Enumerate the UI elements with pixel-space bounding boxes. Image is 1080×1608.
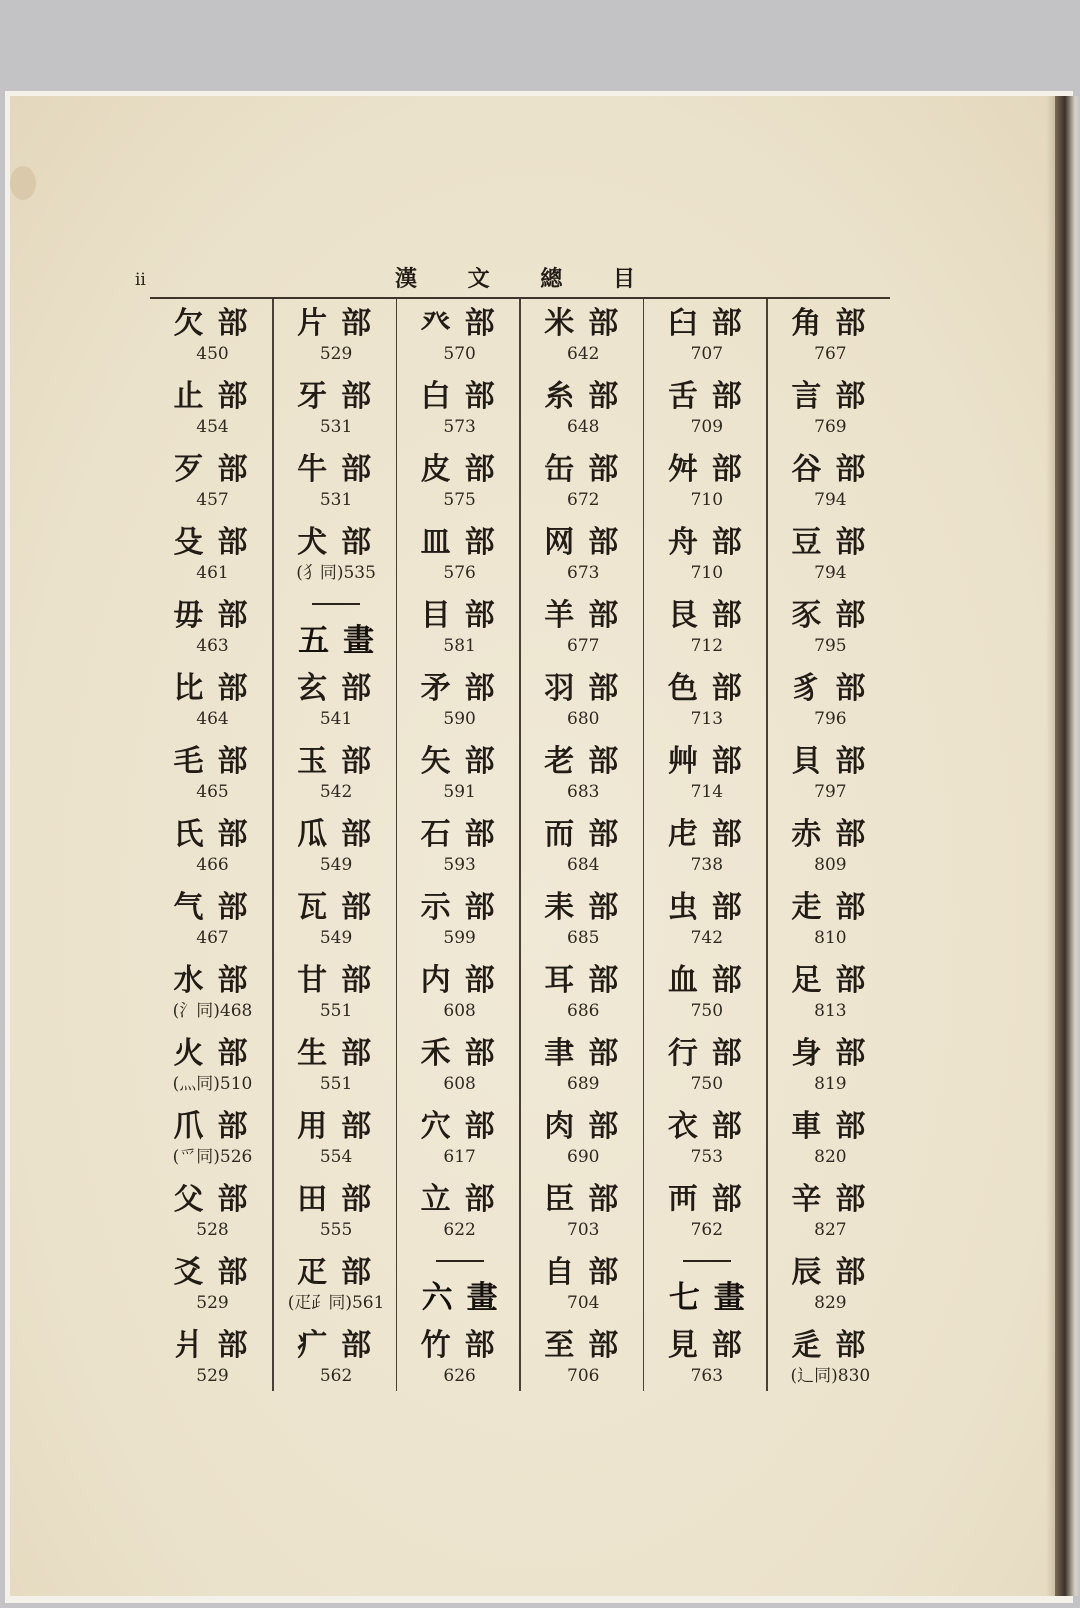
radical-name: 豆部: [791, 525, 880, 560]
radical-name: 牙部: [297, 379, 386, 414]
page-reference: 714: [690, 782, 724, 802]
radical-name: 虫部: [667, 890, 756, 925]
radical-index-table: [150, 299, 890, 1394]
radical-name: 矢部: [420, 744, 509, 779]
radical-name: 辛部: [791, 1182, 880, 1217]
radical-entry: [644, 1327, 769, 1401]
radical-name: 老部: [544, 744, 633, 779]
page-reference: (灬同)510: [172, 1074, 253, 1094]
radical-entry: [768, 597, 893, 671]
radical-name: 疒部: [297, 1328, 386, 1363]
radical-entry: [521, 524, 646, 598]
radical-name: 臣部: [544, 1182, 633, 1217]
radical-entry: [397, 378, 522, 452]
radical-name: 疋部: [297, 1255, 386, 1290]
page-reference: 528: [196, 1220, 229, 1240]
radical-name: 网部: [544, 525, 633, 560]
radical-entry: [521, 1254, 646, 1328]
radical-entry: [644, 1181, 769, 1255]
page-reference: 684: [567, 855, 600, 875]
page-reference: 706: [567, 1366, 600, 1386]
radical-name: 爪部: [173, 1109, 262, 1144]
radical-entry: [274, 305, 399, 379]
radical-entry: [644, 816, 769, 890]
radical-name: 止部: [173, 379, 262, 414]
page-reference: 673: [567, 563, 600, 583]
radical-name: 氏部: [173, 817, 262, 852]
radical-entry: [521, 670, 646, 744]
index-column: [521, 299, 643, 1394]
index-column: [274, 299, 396, 1394]
radical-entry: [274, 1327, 399, 1401]
index-column: [768, 299, 890, 1394]
page-reference: 541: [319, 709, 353, 729]
radical-entry: [274, 524, 399, 598]
radical-name: 色部: [667, 671, 756, 706]
page-reference: 465: [196, 782, 229, 802]
radical-entry: [768, 305, 893, 379]
page-reference: 683: [567, 782, 600, 802]
radical-entry: [521, 1035, 646, 1109]
radical-entry: [768, 524, 893, 598]
radical-name: 舟部: [667, 525, 756, 560]
radical-name: 白部: [420, 379, 509, 414]
radical-entry: [397, 1181, 522, 1255]
book-spine: [1055, 96, 1080, 1596]
radical-entry: [150, 670, 275, 744]
page-reference: 461: [196, 563, 229, 583]
radical-entry: [274, 1108, 399, 1182]
page-reference: 707: [690, 344, 724, 364]
page-reference: 795: [814, 636, 847, 656]
page-reference: (氵同)468: [172, 1001, 253, 1021]
page-reference: 464: [196, 709, 229, 729]
running-head-char: 漢: [395, 266, 418, 292]
radical-entry: [521, 305, 646, 379]
radical-entry: [644, 962, 769, 1036]
radical-entry: [768, 816, 893, 890]
heading-dash: [312, 603, 360, 605]
page-reference: (犭同)535: [296, 563, 376, 583]
radical-entry: [150, 524, 275, 598]
radical-entry: [768, 743, 893, 817]
radical-name: 足部: [791, 963, 880, 998]
page-reference: 608: [443, 1001, 476, 1021]
page-reference: 827: [814, 1220, 847, 1240]
radical-entry: [397, 524, 522, 598]
radical-name: 羽部: [544, 671, 633, 706]
stroke-count-heading: [644, 1256, 769, 1330]
radical-name: 毛部: [173, 744, 262, 779]
radical-entry: [274, 1254, 399, 1328]
page-reference: 555: [319, 1220, 353, 1240]
radical-name: 至部: [544, 1328, 633, 1363]
radical-name: 玄部: [297, 671, 386, 706]
radical-entry: [521, 451, 646, 525]
radical-entry: [521, 889, 646, 963]
radical-entry: [274, 743, 399, 817]
page-reference: 762: [690, 1220, 724, 1240]
page-reference: 529: [319, 344, 353, 364]
radical-entry: [768, 1035, 893, 1109]
radical-entry: [150, 1181, 275, 1255]
radical-entry: [274, 1181, 399, 1255]
radical-entry: [644, 1035, 769, 1109]
stroke-count-heading: [397, 1256, 522, 1330]
radical-name: 爻部: [173, 1255, 262, 1290]
page-reference: 463: [196, 636, 229, 656]
paper-stain: [10, 166, 36, 200]
radical-entry: [150, 378, 275, 452]
radical-entry: [397, 305, 522, 379]
radical-name: 羊部: [544, 598, 633, 633]
radical-name: 臼部: [667, 306, 756, 341]
radical-entry: [397, 1108, 522, 1182]
radical-name: 父部: [173, 1182, 262, 1217]
radical-name: 火部: [173, 1036, 262, 1071]
radical-entry: [150, 962, 275, 1036]
radical-name: 皮部: [420, 452, 509, 487]
radical-name: 見部: [667, 1328, 756, 1363]
radical-name: 行部: [667, 1036, 756, 1071]
radical-name: 襾部: [667, 1182, 756, 1217]
page-reference: (疋⺪同)561: [287, 1293, 385, 1313]
page-reference: 551: [319, 1001, 353, 1021]
page-reference: 593: [443, 855, 476, 875]
page-reference: 763: [690, 1366, 724, 1386]
radical-entry: [768, 1181, 893, 1255]
page-reference: 813: [814, 1001, 847, 1021]
radical-entry: [768, 1327, 893, 1401]
radical-entry: [644, 889, 769, 963]
radical-entry: [768, 378, 893, 452]
radical-name: 犬部: [297, 525, 386, 560]
radical-name: 禾部: [420, 1036, 509, 1071]
page-reference: 809: [814, 855, 847, 875]
radical-name: 内部: [420, 963, 509, 998]
page-reference: 677: [567, 636, 600, 656]
radical-entry: [644, 378, 769, 452]
radical-name: 矛部: [420, 671, 509, 706]
radical-name: 走部: [791, 890, 880, 925]
radical-name: 谷部: [791, 452, 880, 487]
radical-entry: [397, 816, 522, 890]
page-reference: 703: [567, 1220, 600, 1240]
radical-name: 豸部: [791, 671, 880, 706]
page-reference: 810: [814, 928, 847, 948]
page-reference: 709: [690, 417, 724, 437]
radical-name: 用部: [297, 1109, 386, 1144]
radical-entry: [521, 1327, 646, 1401]
page-reference: 767: [814, 344, 847, 364]
page-reference: 672: [567, 490, 600, 510]
radical-name: 辵部: [791, 1328, 880, 1363]
radical-entry: [397, 670, 522, 744]
page-reference: 617: [443, 1147, 476, 1167]
page-reference: 454: [196, 417, 229, 437]
page-reference: 820: [814, 1147, 847, 1167]
page-reference: 551: [319, 1074, 353, 1094]
radical-entry: [274, 451, 399, 525]
radical-name: 生部: [297, 1036, 386, 1071]
page-reference: 554: [319, 1147, 353, 1167]
radical-entry: [150, 597, 275, 671]
page-reference: 531: [319, 490, 353, 510]
folio-number: ii: [135, 270, 146, 290]
index-column: [150, 299, 272, 1394]
radical-name: 身部: [791, 1036, 880, 1071]
page-reference: 591: [443, 782, 476, 802]
radical-name: 艮部: [667, 598, 756, 633]
page-reference: 581: [443, 636, 476, 656]
radical-name: 歹部: [173, 452, 262, 487]
radical-name: 赤部: [791, 817, 880, 852]
radical-entry: [644, 670, 769, 744]
page-reference: 794: [814, 563, 847, 583]
radical-entry: [150, 1108, 275, 1182]
page-reference: 599: [443, 928, 476, 948]
radical-name: 水部: [173, 963, 262, 998]
radical-name: 自部: [544, 1255, 633, 1290]
page-reference: 689: [567, 1074, 600, 1094]
radical-name: 聿部: [544, 1036, 633, 1071]
radical-name: 田部: [297, 1182, 386, 1217]
radical-name: 皿部: [420, 525, 509, 560]
radical-name: 豕部: [791, 598, 880, 633]
radical-name: 比部: [173, 671, 262, 706]
page-reference: 712: [690, 636, 724, 656]
page-reference: (辶同)830: [790, 1366, 871, 1386]
page-reference: 529: [196, 1366, 229, 1386]
radical-name: 衣部: [667, 1109, 756, 1144]
radical-name: 缶部: [544, 452, 633, 487]
page-reference: 829: [814, 1293, 847, 1313]
page-reference: 642: [567, 344, 600, 364]
page-reference: 738: [690, 855, 724, 875]
radical-entry: [768, 1254, 893, 1328]
radical-name: 立部: [420, 1182, 509, 1217]
radical-entry: [150, 1327, 275, 1401]
radical-name: 瓜部: [297, 817, 386, 852]
stroke-count-heading: [274, 599, 399, 673]
page-reference: 704: [567, 1293, 600, 1313]
radical-entry: [274, 670, 399, 744]
radical-entry: [768, 451, 893, 525]
radical-entry: [150, 1254, 275, 1328]
page-reference: 680: [567, 709, 600, 729]
radical-entry: [150, 1035, 275, 1109]
page-reference: 608: [443, 1074, 476, 1094]
radical-entry: [521, 597, 646, 671]
radical-entry: [521, 1181, 646, 1255]
radical-name: 艸部: [667, 744, 756, 779]
heading-dash: [683, 1260, 731, 1262]
page-reference: 690: [567, 1147, 600, 1167]
radical-name: 而部: [544, 817, 633, 852]
page-reference: 529: [196, 1293, 229, 1313]
page-reference: 713: [690, 709, 724, 729]
page-reference: 467: [196, 928, 229, 948]
page-reference: 549: [319, 855, 353, 875]
page-reference: 710: [690, 563, 724, 583]
page-reference: 575: [443, 490, 476, 510]
page-reference: 686: [567, 1001, 600, 1021]
index-column: [644, 299, 766, 1394]
radical-name: 目部: [420, 598, 509, 633]
radical-entry: [644, 597, 769, 671]
radical-name: 石部: [420, 817, 509, 852]
radical-entry: [397, 1327, 522, 1401]
page-reference: 549: [319, 928, 353, 948]
page-reference: 590: [443, 709, 476, 729]
radical-name: 舌部: [667, 379, 756, 414]
radical-entry: [768, 889, 893, 963]
radical-name: 欠部: [173, 306, 262, 341]
page-reference: 750: [690, 1074, 724, 1094]
page-reference: 794: [814, 490, 847, 510]
radical-name: 耒部: [544, 890, 633, 925]
radical-entry: [521, 816, 646, 890]
page-reference: 576: [443, 563, 476, 583]
radical-name: 殳部: [173, 525, 262, 560]
page-reference: 626: [443, 1366, 476, 1386]
page-reference: 622: [443, 1220, 476, 1240]
page-reference: 742: [690, 928, 724, 948]
radical-entry: [521, 378, 646, 452]
radical-name: 气部: [173, 890, 262, 925]
radical-name: 糸部: [544, 379, 633, 414]
radical-entry: [768, 962, 893, 1036]
radical-entry: [274, 378, 399, 452]
page-reference: 573: [443, 417, 476, 437]
radical-name: 片部: [297, 306, 386, 341]
page-reference: 753: [690, 1147, 724, 1167]
page-reference: 750: [690, 1001, 724, 1021]
radical-entry: [521, 962, 646, 1036]
radical-name: 毋部: [173, 598, 262, 633]
radical-name: 言部: [791, 379, 880, 414]
radical-entry: [397, 962, 522, 1036]
radical-name: 舛部: [667, 452, 756, 487]
radical-name: 貝部: [791, 744, 880, 779]
radical-entry: [768, 1108, 893, 1182]
running-head-char: 文: [467, 266, 490, 292]
radical-name: 肉部: [544, 1109, 633, 1144]
radical-entry: [397, 451, 522, 525]
radical-entry: [397, 597, 522, 671]
radical-entry: [150, 816, 275, 890]
page-reference: 685: [567, 928, 600, 948]
index-column: [397, 299, 519, 1394]
running-head-char: 目: [612, 266, 635, 292]
radical-name: 血部: [667, 963, 756, 998]
radical-entry: [644, 743, 769, 817]
stroke-count-label: 六畫: [421, 1280, 512, 1316]
stroke-count-label: 五畫: [298, 623, 389, 659]
radical-entry: [644, 524, 769, 598]
radical-entry: [274, 962, 399, 1036]
radical-entry: [644, 305, 769, 379]
page-reference: 542: [319, 782, 353, 802]
page-reference: 570: [443, 344, 476, 364]
radical-entry: [521, 1108, 646, 1182]
radical-entry: [274, 816, 399, 890]
running-head-char: 總: [540, 266, 563, 292]
stroke-count-label: 七畫: [668, 1280, 759, 1316]
page-reference: 710: [690, 490, 724, 510]
page-reference: 796: [814, 709, 847, 729]
radical-name: 瓦部: [297, 890, 386, 925]
page-reference: 562: [319, 1366, 353, 1386]
page-reference: 531: [319, 417, 353, 437]
radical-name: 角部: [791, 306, 880, 341]
radical-name: 癶部: [420, 306, 509, 341]
page-reference: 648: [567, 417, 600, 437]
radical-name: 爿部: [173, 1328, 262, 1363]
radical-entry: [150, 743, 275, 817]
radical-name: 竹部: [420, 1328, 509, 1363]
radical-entry: [397, 1035, 522, 1109]
radical-entry: [150, 305, 275, 379]
page-reference: 457: [196, 490, 229, 510]
radical-entry: [521, 743, 646, 817]
radical-entry: [274, 889, 399, 963]
radical-name: 車部: [791, 1109, 880, 1144]
radical-entry: [150, 451, 275, 525]
radical-name: 牛部: [297, 452, 386, 487]
radical-name: 虍部: [667, 817, 756, 852]
page-reference: 819: [814, 1074, 847, 1094]
radical-name: 耳部: [544, 963, 633, 998]
page-reference: 797: [814, 782, 847, 802]
running-head: [395, 262, 635, 293]
page-reference: 769: [814, 417, 847, 437]
radical-name: 辰部: [791, 1255, 880, 1290]
radical-name: 甘部: [297, 963, 386, 998]
radical-entry: [644, 1108, 769, 1182]
radical-entry: [274, 1035, 399, 1109]
page-reference: 466: [196, 855, 229, 875]
radical-entry: [397, 743, 522, 817]
radical-entry: [397, 889, 522, 963]
radical-entry: [644, 451, 769, 525]
radical-entry: [150, 889, 275, 963]
page-reference: 450: [196, 344, 229, 364]
radical-name: 米部: [544, 306, 633, 341]
radical-entry: [768, 670, 893, 744]
heading-dash: [436, 1260, 484, 1262]
radical-name: 示部: [420, 890, 509, 925]
page-reference: (爫同)526: [172, 1147, 253, 1167]
radical-name: 玉部: [297, 744, 386, 779]
radical-name: 穴部: [420, 1109, 509, 1144]
